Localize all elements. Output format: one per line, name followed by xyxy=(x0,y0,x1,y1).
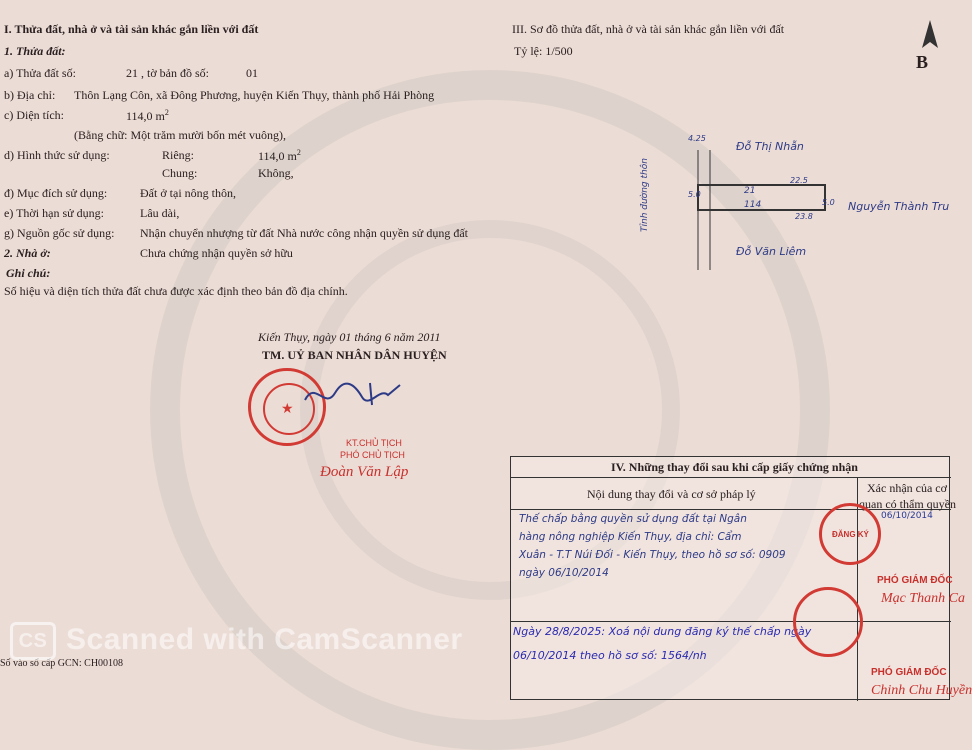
address-value: Thôn Lạng Côn, xã Đông Phương, huyện Kiến Thụy, thành phố Hải Phòng xyxy=(74,88,435,102)
changes-title: IV. Những thay đổi sau khi cấp giấy chứng nhận xyxy=(611,460,858,474)
origin-label: g) Nguồn gốc sử dụng: xyxy=(4,226,115,240)
section-title-left: I. Thửa đất, nhà ở và tài sản khác gắn liền với đất xyxy=(4,22,259,36)
address-label: b) Địa chỉ: xyxy=(4,88,56,102)
house-label: 2. Nhà ở: xyxy=(4,246,51,260)
deputy-name-2: Chinh Chu Huyền xyxy=(871,683,972,698)
note-value: Số hiệu và diện tích thửa đất chưa được xác định theo bản đồ địa chính. xyxy=(4,284,348,298)
private-value: 114,0 $m^2$ xyxy=(258,148,301,163)
signature-mark xyxy=(300,375,420,415)
official-seal: ★ xyxy=(248,368,326,446)
deputy-title-1: PHÓ GIÁM ĐỐC xyxy=(877,575,953,586)
purpose-label: đ) Mục đích sử dụng: xyxy=(4,186,108,200)
entry1-line1: Thế chấp bằng quyền sử dụng đất tại Ngân xyxy=(519,513,747,525)
neighbor-south: Đỗ Văn Liêm xyxy=(736,245,807,258)
changes-panel xyxy=(510,456,972,700)
private-label: Riêng: xyxy=(162,148,194,162)
dim-road: 4.25 xyxy=(688,134,706,143)
authority: TM. UỶ BAN NHÂN DÂN HUYỆN xyxy=(262,348,447,362)
common-label: Chung: xyxy=(162,166,198,180)
note-label: Ghi chú: xyxy=(6,266,51,280)
road-label: Tỉnh đường thôn xyxy=(640,158,650,232)
parcel-value: 21 , tờ bản đồ số: xyxy=(126,66,210,80)
use-form-label: d) Hình thức sử dụng: xyxy=(4,148,110,162)
signer-name: Đoàn Văn Lập xyxy=(320,464,409,480)
scanner-watermark: CS Scanned with CamScanner xyxy=(10,622,463,662)
section-title-right: III. Sơ đồ thửa đất, nhà ở và tài sản khác gắn liền với đất xyxy=(512,22,785,36)
area-words: (Bằng chữ: Một trăm mười bốn mét vuông), xyxy=(74,128,286,142)
parcel-area: 114 xyxy=(744,200,762,210)
common-value: Không, xyxy=(258,166,294,180)
col-confirm-header-2: quan có thẩm quyền xyxy=(859,497,956,511)
dim-right: 5.0 xyxy=(822,198,835,207)
deputy-name-1: Mạc Thanh Ca xyxy=(881,591,965,606)
area-label: c) Diện tích: xyxy=(4,108,64,122)
entry2-line2: 06/10/2014 theo hồ sơ số: 1564/nh xyxy=(513,649,707,662)
entry1-line4: ngày 06/10/2014 xyxy=(519,567,609,579)
scale-label: Tỷ lệ: 1/500 xyxy=(514,44,573,58)
col-confirm-header-1: Xác nhận của cơ xyxy=(867,481,947,495)
parcel-number: 21 xyxy=(744,186,756,196)
registration-seal: ĐĂNG KÝ xyxy=(819,503,881,565)
north-label: B xyxy=(916,52,929,72)
entry1-line3: Xuân - T.T Núi Đối - Kiến Thụy, theo hồ sơ số: 0909 xyxy=(519,549,786,561)
house-value: Chưa chứng nhận quyền sở hữu xyxy=(140,246,293,260)
serial-number: Số vào sổ cấp GCN: CH00108 xyxy=(0,658,124,669)
neighbor-north: Đỗ Thị Nhẫn xyxy=(736,140,804,153)
dim-left: 5.0 xyxy=(688,190,701,199)
deputy-title-2: PHÓ GIÁM ĐỐC xyxy=(871,667,947,678)
map-sheet-value: 01 xyxy=(246,66,258,80)
land-heading: 1. Thửa đất: xyxy=(4,44,66,58)
origin-value: Nhận chuyển nhượng từ đất Nhà nước công nhận quyền sử dụng đất xyxy=(140,226,468,240)
area-value: 114,0 $m^2$ xyxy=(126,108,169,123)
sign-title-1: KT.CHỦ TỊCH xyxy=(346,438,402,448)
col-content-header: Nội dung thay đổi và cơ sở pháp lý xyxy=(587,487,756,501)
neighbor-east: Nguyễn Thành Tru xyxy=(848,200,950,213)
sign-title-2: PHÓ CHỦ TỊCH xyxy=(340,450,405,460)
dim-top: 22.5 xyxy=(790,176,808,185)
entry2-line1: Ngày 28/8/2025: Xoá nội dung đăng ký thế chấp ngày xyxy=(513,625,812,638)
sign-place-date: Kiến Thụy, ngày 01 tháng 6 năm 2011 xyxy=(258,330,441,344)
branch-seal xyxy=(793,587,863,657)
term-label: e) Thời hạn sử dụng: xyxy=(4,206,104,220)
purpose-value: Đất ở tại nông thôn, xyxy=(140,186,236,200)
parcel-label: a) Thửa đất số: xyxy=(4,66,76,80)
camscanner-logo-icon: CS xyxy=(10,622,56,660)
entry1-date-stamp: 06/10/2014 xyxy=(881,511,933,521)
dim-bottom: 23.8 xyxy=(795,212,813,221)
term-value: Lâu dài, xyxy=(140,206,180,220)
entry1-line2: hàng nông nghiệp Kiến Thụy, địa chỉ: Cẩm xyxy=(519,531,742,543)
